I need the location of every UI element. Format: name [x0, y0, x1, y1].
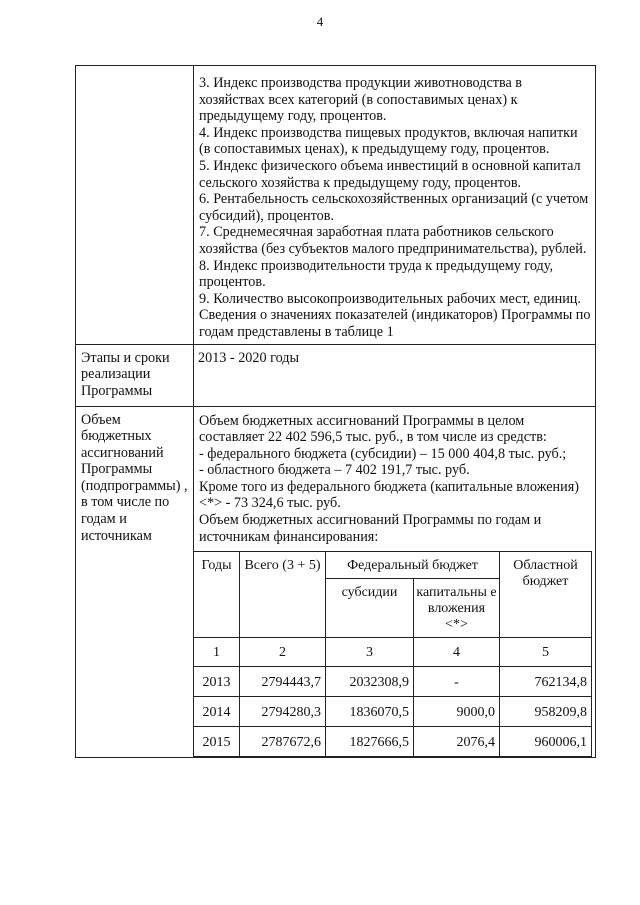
- indicator-item: 9. Количество высокопроизводительных рабочих мест, единиц.: [199, 290, 581, 307]
- budget-line: - областного бюджета – 7 402 191,7 тыс. руб.: [199, 462, 470, 479]
- indicator-item: 8. Индекс производительности труда к предыдущему году, процентов.: [199, 257, 553, 291]
- header-subsidies: субсидии: [326, 579, 414, 638]
- column-number: 4: [414, 638, 500, 667]
- page-number: 4: [316, 14, 324, 29]
- header-years: Годы: [194, 552, 240, 638]
- header-regional: Областной бюджет: [500, 552, 592, 638]
- regional-cell: 762134,8: [500, 667, 592, 697]
- indicator-item: 7. Среднемесячная заработная плата работников сельского хозяйства (без субъектов малого предпринимательства), рублей.: [199, 224, 587, 257]
- capital-cell: -: [414, 667, 500, 697]
- capital-cell: 2076,4: [414, 727, 500, 757]
- regional-cell: 958209,8: [500, 697, 592, 727]
- subsidies-cell: 1836070,5: [326, 697, 414, 727]
- budget-text: [194, 407, 595, 546]
- capital-cell: 9000,0: [414, 697, 500, 727]
- total-cell: 2794443,7: [240, 667, 326, 697]
- budget-label: Объем бюджетных ассигнований Программы (подпрограммы) , в том числе по годам и источникам: [76, 406, 194, 758]
- budget-line: Кроме того из федерального бюджета (капитальные вложения) <*> - 73 324,6 тыс. руб.: [199, 478, 579, 512]
- subsidies-cell: 2032308,9: [326, 667, 414, 697]
- total-cell: 2787672,6: [240, 727, 326, 757]
- indicators-label-cell: [76, 66, 194, 345]
- header-capital: капитальны е вложения <*>: [414, 579, 500, 638]
- header-federal: Федеральный бюджет: [326, 552, 500, 579]
- total-cell: 2794280,3: [240, 697, 326, 727]
- table-row: [194, 667, 592, 697]
- year-cell: 2014: [194, 697, 240, 727]
- budget-cell: [194, 406, 596, 758]
- budget-line: Объем бюджетных ассигнований Программы в целом составляет 22 402 596,5 тыс. руб., в том числе из средств:: [199, 412, 547, 446]
- indicator-item: 5. Индекс физического объема инвестиций в основной капитал сельского хозяйства к предыдущему году, процентов.: [199, 157, 581, 191]
- indicators-cell: [194, 66, 596, 345]
- stages-label: Этапы и сроки реализации Программы: [76, 344, 194, 406]
- table-row: [194, 727, 592, 757]
- indicators-note: Сведения о значениях показателей (индикаторов) Программы по годам представлены в таблице 1: [199, 307, 591, 340]
- column-number: 2: [240, 638, 326, 667]
- budget-row: [76, 406, 596, 758]
- regional-cell: 960006,1: [500, 727, 592, 757]
- column-number-row: [194, 638, 592, 667]
- year-cell: 2015: [194, 727, 240, 757]
- indicator-item: 3. Индекс производства продукции животноводства в хозяйствах всех категорий (в сопоставимых ценах) к предыдущему году, процентов.: [199, 75, 523, 125]
- header-row: [194, 552, 592, 579]
- header-total: Всего (3 + 5): [240, 552, 326, 638]
- column-number: 5: [500, 638, 592, 667]
- stages-value: 2013 - 2020 годы: [194, 344, 596, 406]
- year-cell: 2013: [194, 667, 240, 697]
- indicators-row: [76, 66, 596, 345]
- table-row: [194, 697, 592, 727]
- budget-line: Объем бюджетных ассигнований Программы по годам и источникам финансирования:: [199, 512, 542, 545]
- budget-by-year-table: [193, 551, 592, 757]
- column-number: 3: [326, 638, 414, 667]
- program-passport-table: [75, 65, 596, 758]
- column-number: 1: [194, 638, 240, 667]
- stages-row: [76, 344, 596, 406]
- subsidies-cell: 1827666,5: [326, 727, 414, 757]
- budget-line: - федерального бюджета (субсидии) – 15 000 404,8 тыс. руб.;: [199, 445, 567, 462]
- indicator-item: 4. Индекс производства пищевых продуктов, включая напитки (в сопоставимых ценах), к предыдущему году, процентов.: [199, 124, 578, 158]
- indicator-item: 6. Рентабельность сельскохозяйственных организаций (с учетом субсидий), процентов.: [199, 191, 589, 224]
